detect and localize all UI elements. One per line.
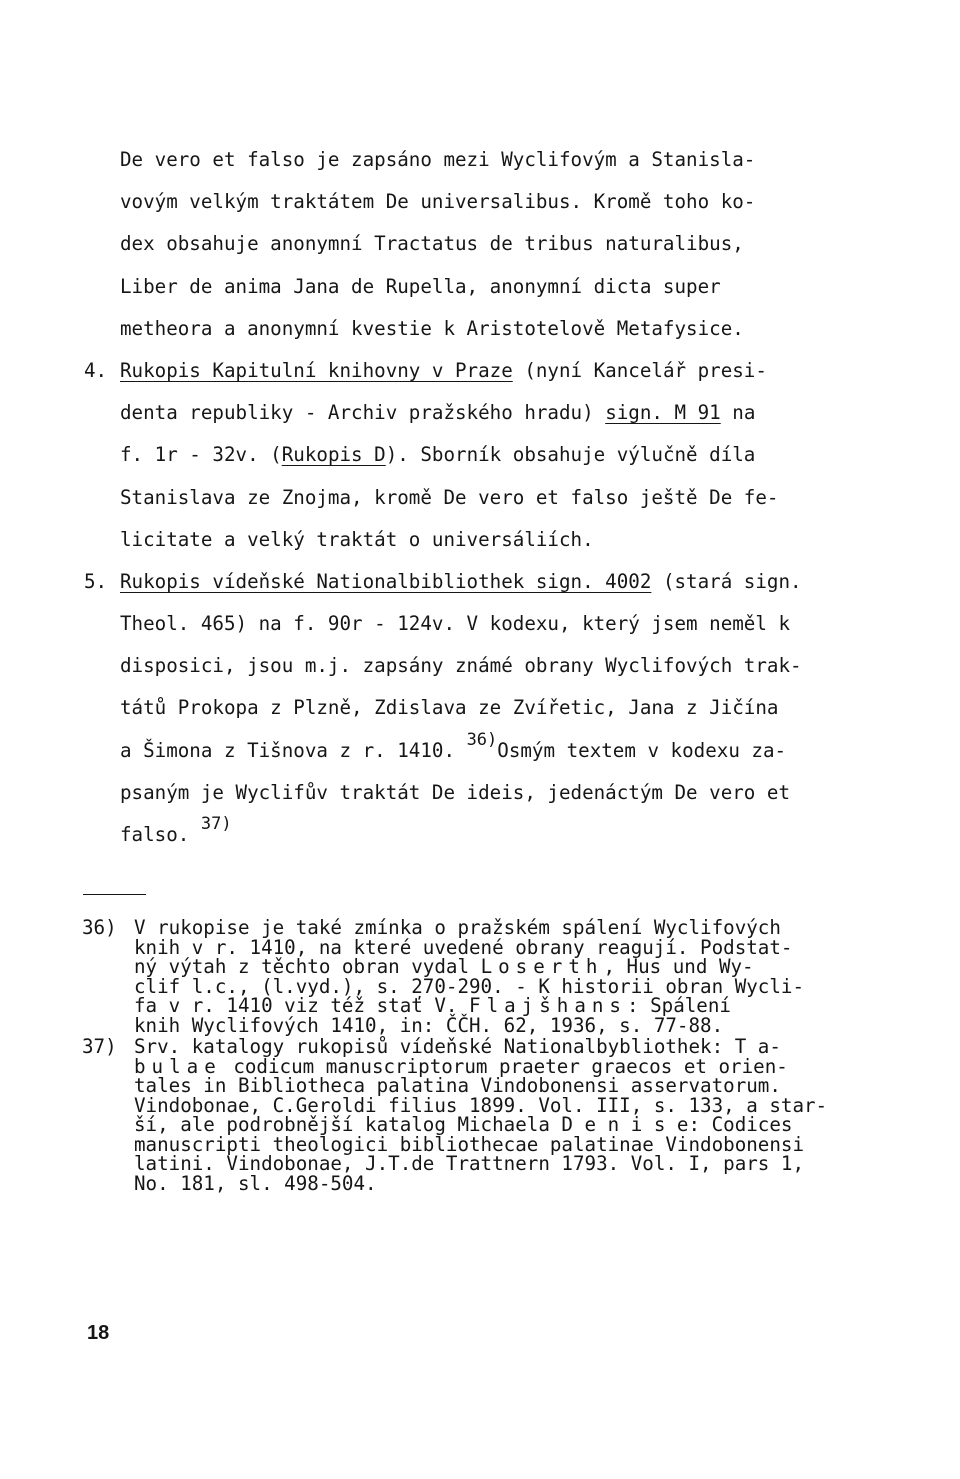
item-5-line xyxy=(120,730,850,772)
item-number: 4. xyxy=(84,358,108,382)
footnote-line: Vindobonae, C.Geroldi filius 1899. Vol. III, s. 133, a star- xyxy=(134,1093,828,1117)
item-5-line xyxy=(84,561,850,603)
item-5-line: disposici, jsou m.j. zapsány známé obrany Wyclifových trak- xyxy=(120,654,802,678)
manuscript-label: Rukopis D xyxy=(281,443,386,467)
text-line: dex obsahuje anonymní Tractatus de tribus naturalibus, xyxy=(120,232,744,256)
text-fragment: Osmým textem v kodexu za- xyxy=(497,738,787,762)
item-5-line: psaným je Wyclifův traktát De ideis, jedenáctým De vero et xyxy=(120,780,791,804)
text-fragment: denta republiky - Archiv pražského hradu) xyxy=(120,401,606,425)
footnote-36 xyxy=(82,918,892,1035)
item-5-line xyxy=(120,814,850,856)
item-4-line: Stanislava ze Znojma, kromě De vero et falso ještě De fe- xyxy=(120,485,779,509)
footnote-divider xyxy=(83,894,146,895)
text-fragment: ný výtah z těchto obran vydal xyxy=(134,955,481,978)
item-number: 5. xyxy=(84,569,108,593)
text-fragment: a Šimona z Tišnova z r. 1410. xyxy=(120,738,467,762)
text-fragment: f. 1r - 32v. ( xyxy=(120,443,282,467)
footnote-line: No. 181, sl. 498-504. xyxy=(134,1171,377,1195)
text-fragment: , Hus und Wy- xyxy=(603,955,754,978)
footnote-ref: 37) xyxy=(200,814,232,834)
footnote-line xyxy=(82,957,892,977)
author-name: Loserth xyxy=(480,955,604,978)
footnote-line: knih Wyclifových 1410, in: ČČH. 62, 1936, s. 77-88. xyxy=(134,1013,724,1037)
item-4-line xyxy=(84,350,850,392)
text-line: Liber de anima Jana de Rupella, anonymní dicta super xyxy=(120,274,721,298)
text-fragment: falso. xyxy=(120,823,201,846)
text-fragment: : Spálení xyxy=(626,994,731,1017)
page-number: 18 xyxy=(87,1322,110,1344)
item-5-line: Theol. 465) na f. 90r - 124v. V kodexu, který jsem neměl k xyxy=(120,612,791,636)
footnote-line: Srv. katalogy rukopisů vídeňské Nationalbybliothek: T a- xyxy=(134,1035,781,1058)
item-5-line: tátů Prokopa z Plzně, Zdislava ze Zvířetic, Jana z Jičína xyxy=(120,696,779,720)
manuscript-title: Rukopis vídeňské Nationalbibliothek sign. 4002 xyxy=(120,569,652,593)
text-line: De vero et falso je zapsáno mezi Wyclifovým a Stanisla- xyxy=(120,148,756,171)
footnote-line: latini. Vindobonae, J.T.de Trattnern 1793. Vol. I, pars 1, xyxy=(134,1152,805,1175)
text-fragment: fa v r. 1410 viz též stať V. xyxy=(134,994,470,1017)
footnote-37 xyxy=(82,1037,892,1193)
footnote-line: tales in Bibliotheca palatina Vindobonensi asservatorum. xyxy=(134,1074,781,1097)
text-fragment: (nyní Kancelář presi- xyxy=(512,358,767,382)
footnote-ref: 36) xyxy=(466,729,498,750)
signature: sign. M 91 xyxy=(605,401,721,425)
footnote-line xyxy=(82,996,892,1016)
item-4-line: licitate a velký traktát o universáliích. xyxy=(120,527,594,551)
manuscript-title: Rukopis Kapitulní knihovny v Praze xyxy=(120,358,513,382)
footnote-line: manuscripti theologici bibliothecae palatinae Vindobonensi xyxy=(134,1132,805,1156)
text-fragment: (stará sign. xyxy=(651,569,802,593)
footnote-number: 37) xyxy=(82,1035,117,1058)
footnote-line: clif l.c., (l.vyd.), s. 270-290. - K historii obran Wycli- xyxy=(134,974,805,998)
footnote-line: ší, ale podrobnější katalog Michaela D e n i s e: Codices xyxy=(134,1113,793,1136)
footnote-line: knih v r. 1410, na které uvedené obrany reagují. Podstat- xyxy=(134,935,793,959)
text-fragment: codicum manuscriptorum praeter graecos et orien- xyxy=(221,1054,788,1078)
footnotes xyxy=(82,918,892,1195)
text-fragment: ). Sborník obsahuje výlučně díla xyxy=(385,443,756,467)
text-line: vovým velkým traktátem De universalibus. Kromě toho ko- xyxy=(120,190,756,214)
author-name: Flajšhans xyxy=(469,994,627,1017)
item-4-line xyxy=(120,392,850,434)
footnote-number: 36) xyxy=(82,916,117,939)
main-text xyxy=(84,139,850,856)
footnote-line: V rukopise je také zmínka o pražském spálení Wyclifových xyxy=(134,916,781,939)
text-fragment: na xyxy=(720,401,756,425)
text-line: metheora a anonymní kvestie k Aristotelově Metafysice. xyxy=(120,316,744,340)
item-4-line xyxy=(120,434,850,476)
catalog-title: bulae xyxy=(134,1054,222,1078)
